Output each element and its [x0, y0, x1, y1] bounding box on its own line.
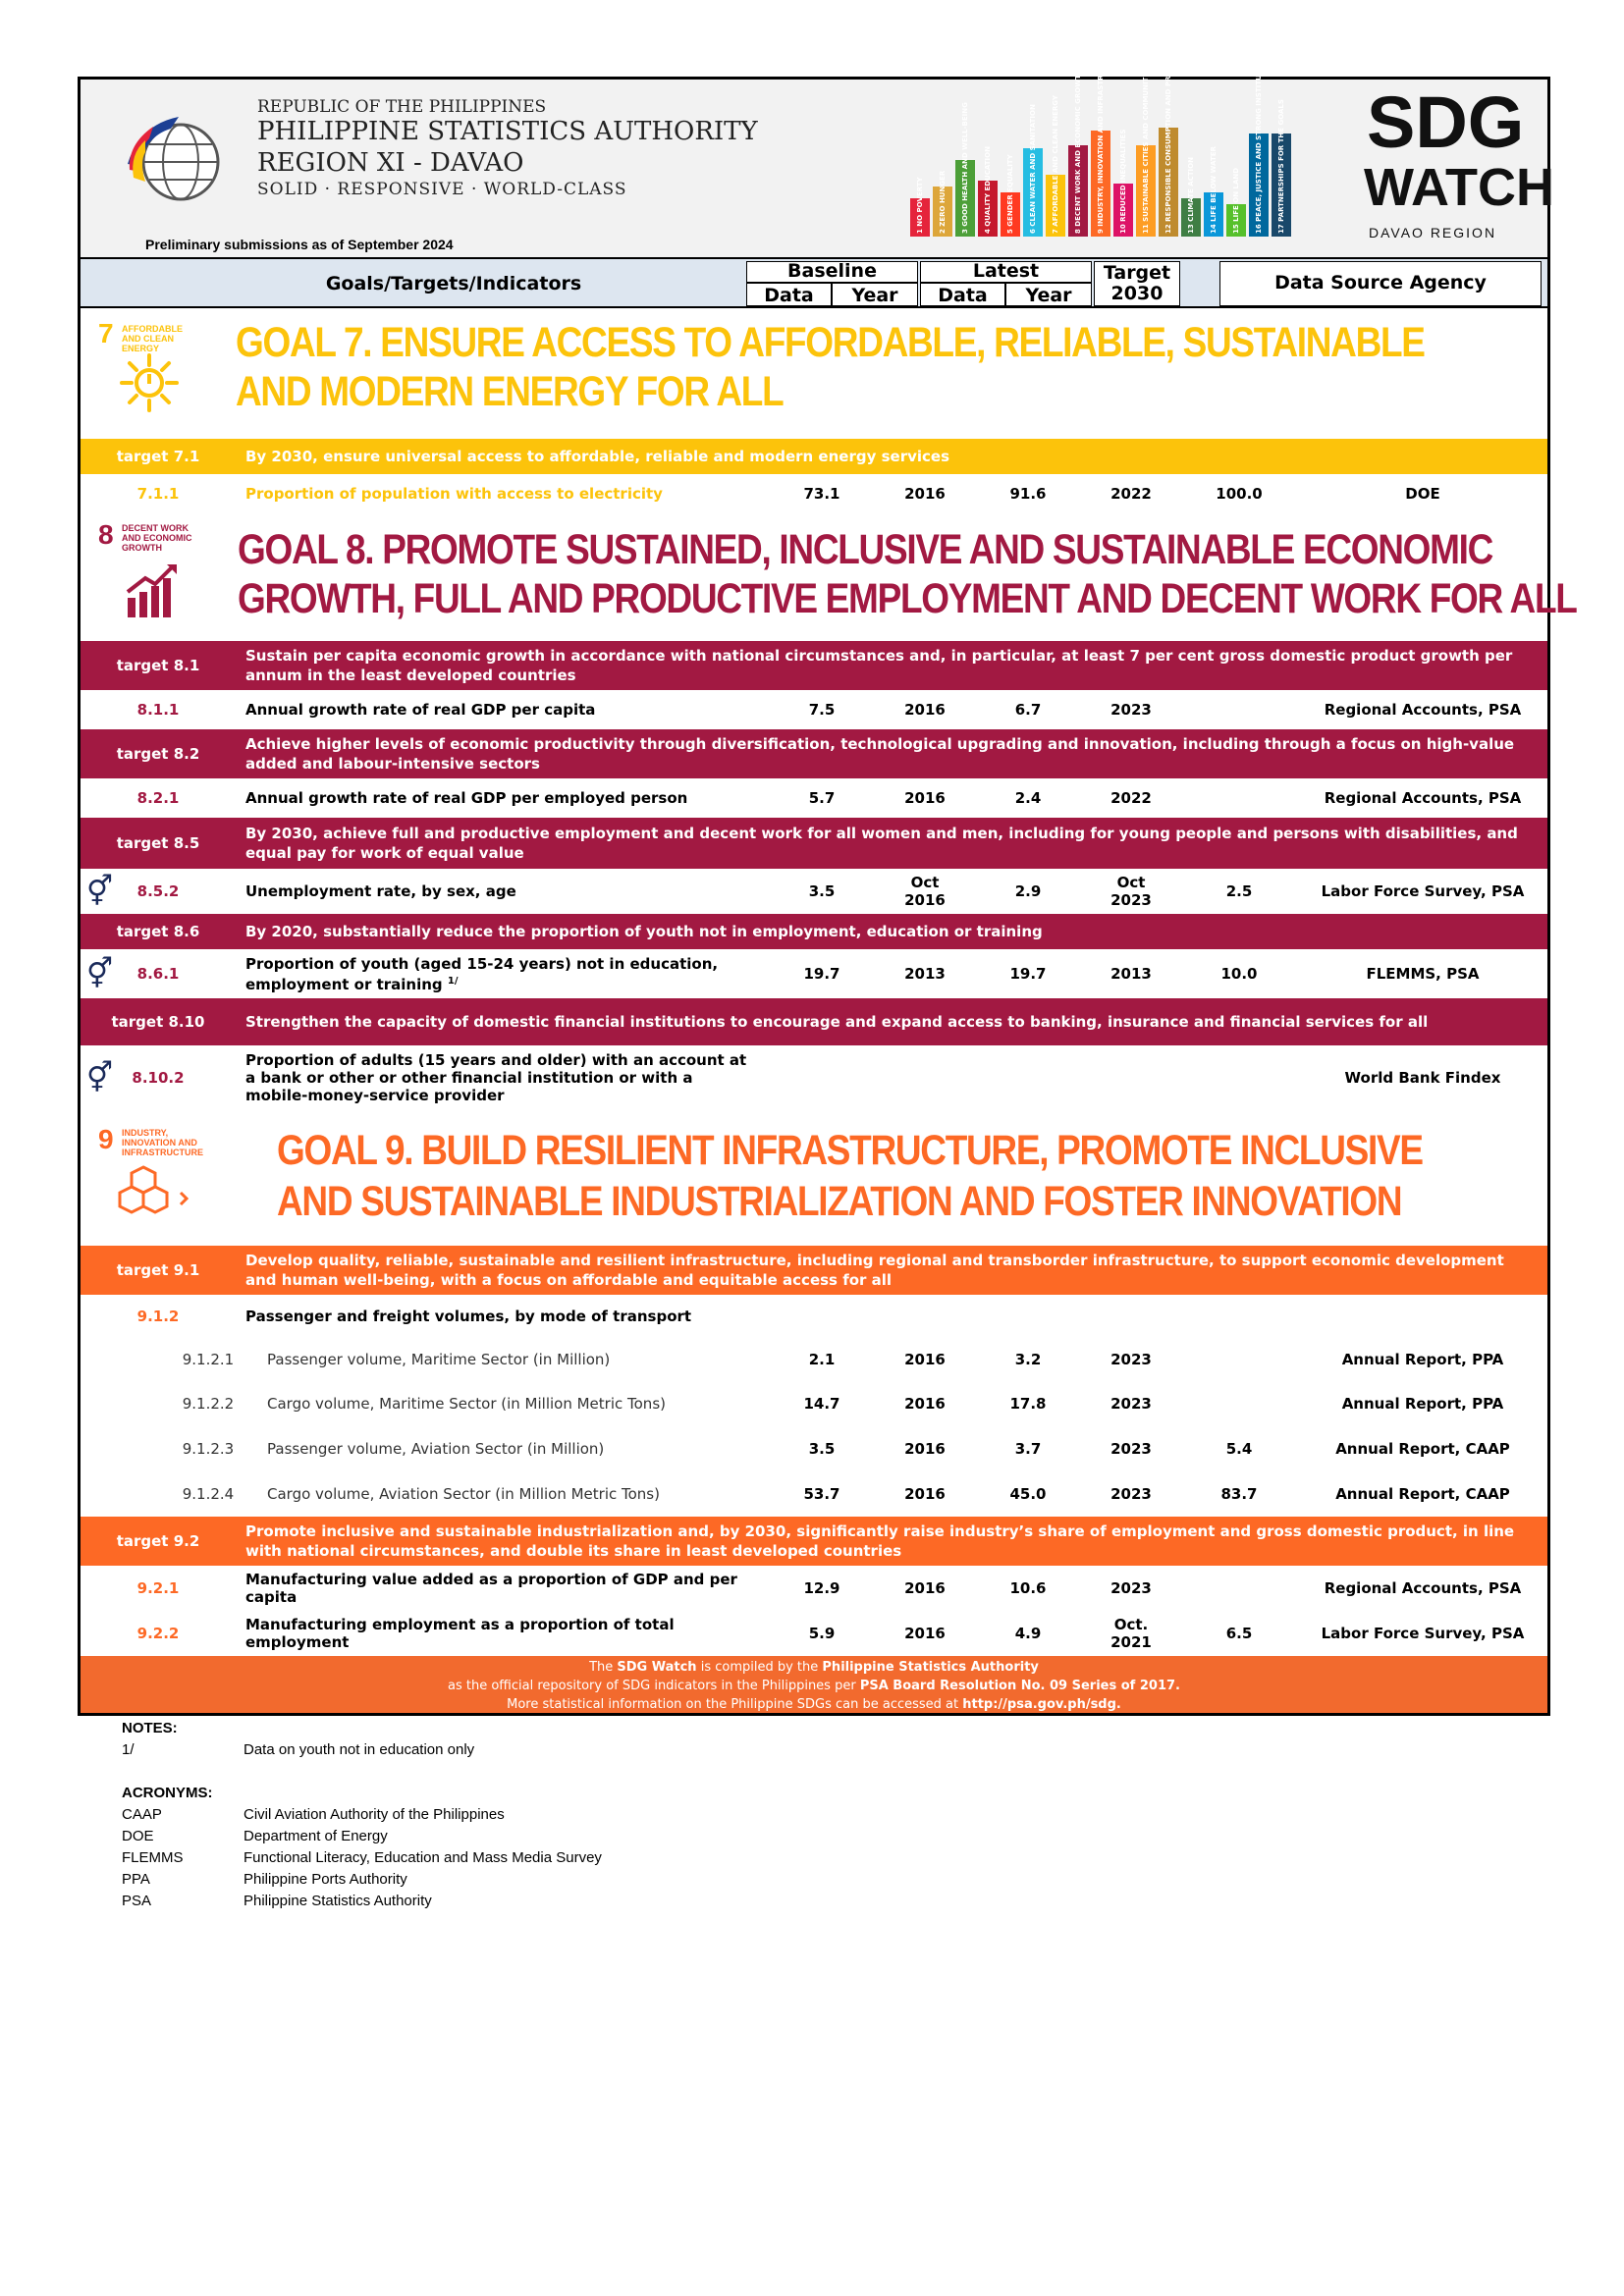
target-2030 [1180, 690, 1298, 729]
sdg-bar [1204, 146, 1223, 237]
data-source: Annual Report, CAAP [1335, 1440, 1510, 1458]
org-name: PHILIPPINE STATISTICS AUTHORITY [257, 117, 758, 146]
goal-8-title-line1: GOAL 8. PROMOTE SUSTAINED, INCLUSIVE AND SUSTAINABLE ECONOMIC [238, 526, 1493, 573]
indicator-code: 8.6.1 [136, 965, 180, 983]
org-region: REGION XI - DAVAO [257, 148, 524, 178]
target-description: Promote inclusive and sustainable industrialization and, by 2030, significantly raise industry’s share of employment and gross domestic product, in line with national circumstances, and double its share in least developed countries [245, 1522, 1515, 1560]
indicator-description: Passenger volume, Maritime Sector (in Million) [267, 1351, 611, 1368]
latest-data: 3.2 [1014, 1351, 1042, 1368]
goal-8-title-line2: GROWTH, FULL AND PRODUCTIVE EMPLOYMENT AND DECENT WORK FOR ALL [238, 575, 1577, 622]
footer-resolution: PSA Board Resolution No. 09 Series of 2017. [859, 1679, 1180, 1693]
target-8-1-row [81, 641, 1547, 691]
footnote-ref: 1/ [447, 976, 459, 987]
goal-8-tag: DECENT WORK AND ECONOMIC GROWTH [122, 523, 192, 553]
col-target-year: 2030 [1110, 283, 1164, 304]
goal-9-title-line1: GOAL 9. BUILD RESILIENT INFRASTRUCTURE, PROMOTE INCLUSIVE [277, 1127, 1423, 1174]
target-description: By 2030, ensure universal access to affordable, reliable and modern energy services [245, 448, 950, 465]
latest-year: Oct. 2021 [1110, 1616, 1152, 1651]
gender-icon: ⚥ [86, 1060, 114, 1095]
latest-data: 10.6 [1009, 1579, 1047, 1597]
col-target: Target [1103, 262, 1171, 284]
goal-9-tag: INDUSTRY, INNOVATION AND INFRASTRUCTURE [122, 1128, 203, 1157]
col-baseline-year: Year [851, 285, 898, 306]
target-2030: 10.0 [1220, 965, 1258, 983]
baseline-year: 2016 [904, 485, 946, 503]
indicator-description: Manufacturing employment as a proportion of total employment [245, 1616, 675, 1651]
sdg-bar-label: 11 SUSTAINABLE CITIES AND COMMUNITIES [1142, 65, 1150, 234]
data-source: FLEMMS, PSA [1366, 965, 1480, 983]
footer-sdg-watch: SDG Watch [617, 1660, 697, 1675]
col-latest-year: Year [1025, 285, 1072, 306]
acronym-item [122, 1828, 809, 1849]
latest-data: 3.7 [1014, 1440, 1042, 1458]
baseline-data: 53.7 [803, 1485, 840, 1503]
goal-7-banner [81, 308, 1547, 439]
indicator-8-5-2-row [81, 869, 1547, 916]
sdg-bar-label: 4 QUALITY EDUCATION [984, 146, 992, 234]
baseline-year: 2016 [904, 1625, 946, 1642]
data-source: DOE [1405, 485, 1440, 503]
indicator-code: 9.1.2.2 [182, 1395, 235, 1413]
baseline-year: 2016 [904, 1395, 946, 1413]
acronym-list [122, 1806, 809, 1914]
footer-psa: Philippine Statistics Authority [822, 1660, 1039, 1675]
indicator-8-2-1-row [81, 778, 1547, 820]
sdg-bar-label: 16 PEACE, JUSTICE AND STRONG INSTITUTIONS [1255, 51, 1263, 234]
latest-year: 2013 [1110, 965, 1152, 983]
latest-year: 2022 [1110, 485, 1152, 503]
target-9-2-row [81, 1517, 1547, 1567]
sdg-bar-label: 1 NO POVERTY [916, 177, 924, 234]
baseline-data: 12.9 [803, 1579, 840, 1597]
sheet-footer [81, 1656, 1547, 1713]
latest-data: 2.9 [1014, 882, 1042, 900]
target-label: target 7.1 [116, 448, 200, 465]
indicator-description: Annual growth rate of real GDP per employed person [245, 789, 688, 807]
note-1 [122, 1741, 809, 1763]
sdg-bar [1159, 34, 1178, 237]
target-label: target 8.1 [116, 657, 200, 674]
indicator-code: 8.5.2 [136, 882, 180, 900]
economic-growth-icon [124, 562, 181, 619]
indicator-description: Manufacturing value added as a proportion of GDP and per capita [245, 1571, 737, 1606]
latest-year: 2022 [1110, 789, 1152, 807]
target-description: Develop quality, reliable, sustainable and resilient infrastructure, including regional and transborder infrastructure, to support economic development and human well-being, with a focus on affordable and equitable access for all [245, 1252, 1504, 1289]
sdg-bar [933, 170, 952, 237]
target-description: By 2030, achieve full and productive employment and decent work for all women and men, including for young people and persons with disabilities, and equal pay for work of equal value [245, 825, 1518, 862]
footer-text: as the official repository of SDG indicators in the Philippines per [448, 1679, 860, 1693]
latest-year: 2023 [1110, 1351, 1152, 1368]
target-label: target 9.2 [116, 1532, 200, 1550]
indicator-code: 8.1.1 [136, 701, 180, 719]
note-key: 1/ [122, 1741, 135, 1758]
sdg-bar [1272, 99, 1291, 237]
acronym-key: PPA [122, 1871, 150, 1888]
sdg-bar-label: 9 INDUSTRY, INNOVATION AND INFRASTRUCTURE [1097, 44, 1105, 234]
acronym-key: CAAP [122, 1806, 162, 1823]
acronym-item [122, 1871, 809, 1893]
baseline-data: 19.7 [803, 965, 840, 983]
indicator-code: 9.2.1 [136, 1579, 180, 1597]
col-latest: Latest [972, 260, 1040, 282]
baseline-data: 3.5 [808, 1440, 836, 1458]
acronym-key: DOE [122, 1828, 154, 1844]
acronym-item [122, 1849, 809, 1871]
target-2030 [1180, 778, 1298, 818]
indicator-description: Passenger volume, Aviation Sector (in Million) [267, 1440, 605, 1458]
baseline-year: 2016 [904, 789, 946, 807]
sdg-bar [1181, 157, 1201, 237]
data-source: Annual Report, PPA [1341, 1395, 1504, 1413]
target-8-6-row [81, 914, 1547, 950]
baseline-year: 2016 [904, 1351, 946, 1368]
indicator-description: Passenger and freight volumes, by mode of transport [245, 1308, 692, 1325]
sdg-bar-label: 10 REDUCED INEQUALITIES [1119, 129, 1127, 234]
indicator-code: 9.1.2.4 [182, 1485, 235, 1503]
latest-year: 2023 [1110, 1579, 1152, 1597]
col-indicators: Goals/Targets/Indicators [325, 273, 582, 294]
sdg-bar [1091, 44, 1110, 237]
footer-link[interactable]: http://psa.gov.ph/sdg. [962, 1697, 1121, 1712]
sdg-bar-label: 17 PARTNERSHIPS FOR THE GOALS [1277, 99, 1285, 234]
indicator-description: Cargo volume, Maritime Sector (in Million Metric Tons) [267, 1395, 666, 1413]
footer-line-1 [81, 1658, 1547, 1677]
latest-year: 2023 [1110, 1395, 1152, 1413]
indicator-code: 9.1.2 [136, 1308, 180, 1325]
indicator-code: 9.2.2 [136, 1625, 180, 1642]
sdg-bar-label: 3 GOOD HEALTH AND WELL-BEING [961, 102, 969, 234]
notes-section [122, 1720, 809, 1914]
baseline-year: 2013 [904, 965, 946, 983]
latest-year: 2023 [1110, 1485, 1152, 1503]
psa-logo-icon [120, 105, 228, 213]
target-label: target 8.2 [116, 745, 200, 763]
sheet-header [81, 34, 1554, 259]
indicator-9-1-2-1-row [81, 1338, 1547, 1383]
acronym-item [122, 1893, 809, 1914]
goal-9-title-line2: AND SUSTAINABLE INDUSTRIALIZATION AND FOSTER INNOVATION [277, 1178, 1402, 1225]
notes-title: NOTES: [122, 1720, 178, 1736]
sdg-bar-label: 8 DECENT WORK AND ECONOMIC GROWTH [1074, 69, 1082, 234]
target-label: target 8.10 [111, 1013, 205, 1031]
data-source: Annual Report, CAAP [1335, 1485, 1510, 1503]
data-source: Regional Accounts, PSA [1324, 789, 1522, 807]
baseline-data: 73.1 [803, 485, 840, 503]
indicator-8-1-1-row [81, 690, 1547, 731]
goal-7-tag: AFFORDABLE AND CLEAN ENERGY [122, 324, 183, 353]
target-label: target 8.5 [116, 834, 200, 852]
data-source: Labor Force Survey, PSA [1321, 882, 1525, 900]
sdg-bar-label: 12 RESPONSIBLE CONSUMPTION AND PRODUCTION [1164, 34, 1172, 234]
goal-7-title-line2: AND MODERN ENERGY FOR ALL [236, 368, 784, 415]
baseline-year: Oct 2016 [904, 874, 946, 909]
acronym-value: Functional Literacy, Education and Mass Media Survey [244, 1849, 602, 1866]
footer-text: The [589, 1660, 618, 1675]
acronym-value: Philippine Statistics Authority [244, 1893, 432, 1909]
target-2030 [1180, 1381, 1298, 1426]
acronym-value: Philippine Ports Authority [244, 1871, 407, 1888]
sdg-bar-label: 14 LIFE BELOW WATER [1210, 146, 1218, 234]
indicator-description: Annual growth rate of real GDP per capita [245, 701, 596, 719]
watch-logo-word: WATCH [1364, 158, 1554, 217]
latest-year: 2023 [1110, 701, 1152, 719]
sdg-bar [1226, 167, 1246, 237]
target-2030: 5.4 [1225, 1440, 1253, 1458]
data-source: Annual Report, PPA [1341, 1351, 1504, 1368]
indicator-8-10-2-row [81, 1045, 1547, 1112]
goal-8-banner [81, 513, 1577, 641]
latest-data: 4.9 [1014, 1625, 1042, 1642]
indicator-description [245, 949, 756, 998]
baseline-data: 5.7 [808, 789, 836, 807]
sdg-bar [1113, 129, 1133, 237]
target-2030: 2.5 [1225, 882, 1253, 900]
acronym-key: PSA [122, 1893, 152, 1909]
gender-icon: ⚥ [86, 874, 114, 909]
target-2030 [1180, 1338, 1298, 1381]
sdg-bar-label: 7 AFFORDABLE AND CLEAN ENERGY [1052, 95, 1059, 234]
latest-year: 2023 [1110, 1440, 1152, 1458]
target-2030 [1180, 1566, 1298, 1611]
latest-data: 45.0 [1009, 1485, 1047, 1503]
sdg-bar-label: 5 GENDER EQUALITY [1006, 154, 1014, 234]
data-source: Labor Force Survey, PSA [1321, 1625, 1525, 1642]
indicator-9-1-2-row [81, 1295, 1547, 1340]
goal-8-number: 8 [98, 519, 114, 550]
goal-7-title-line1: GOAL 7. ENSURE ACCESS TO AFFORDABLE, RELIABLE, SUSTAINABLE [236, 319, 1425, 366]
baseline-year: 2016 [904, 1579, 946, 1597]
latest-data: 91.6 [1009, 485, 1047, 503]
target-label: target 8.6 [116, 923, 200, 940]
note-value: Data on youth not in education only [244, 1741, 475, 1758]
sdg-goal-bars [910, 34, 1313, 237]
target-description: Achieve higher levels of economic productivity through diversification, technological upgrading and innovation, including through a focus on high-value added and labour-intensive sectors [245, 735, 1515, 773]
col-latest-data: Data [938, 285, 988, 306]
sdg-bar [978, 146, 998, 237]
col-baseline: Baseline [787, 260, 877, 282]
baseline-data: 7.5 [808, 701, 836, 719]
baseline-data: 5.9 [808, 1625, 836, 1642]
sdg-watch-sheet [78, 34, 1577, 1716]
indicator-code: 8.2.1 [136, 789, 180, 807]
latest-data: 6.7 [1014, 701, 1042, 719]
baseline-year: 2016 [904, 1485, 946, 1503]
acronym-value: Department of Energy [244, 1828, 388, 1844]
org-tagline: SOLID · RESPONSIVE · WORLD-CLASS [257, 180, 627, 199]
indicator-9-2-2-row [81, 1611, 1547, 1658]
sdg-bar-label: 6 CLEAN WATER AND SANITATION [1029, 104, 1037, 234]
baseline-year: 2016 [904, 1440, 946, 1458]
indicator-description: Unemployment rate, by sex, age [245, 882, 516, 900]
sdg-bar [955, 102, 975, 237]
footer-text: is compiled by the [696, 1660, 823, 1675]
clean-energy-icon [120, 353, 179, 412]
footer-line-2 [81, 1677, 1547, 1695]
indicator-code: 9.1.2.1 [182, 1351, 235, 1368]
col-source: Data Source Agency [1274, 272, 1487, 294]
target-2030: 83.7 [1220, 1485, 1258, 1503]
indicator-description: Cargo volume, Aviation Sector (in Million Metric Tons) [267, 1485, 660, 1503]
baseline-year: 2016 [904, 701, 946, 719]
target-description: By 2020, substantially reduce the proportion of youth not in employment, education or training [245, 923, 1043, 940]
target-description: Sustain per capita economic growth in accordance with national circumstances and, in particular, at least 7 per cent gross domestic product growth per annum in the least developed countries [245, 647, 1513, 684]
baseline-data: 2.1 [808, 1351, 836, 1368]
acronym-key: FLEMMS [122, 1849, 184, 1866]
sdg-bar [1068, 69, 1088, 237]
sdg-bar [1001, 154, 1020, 237]
acronym-value: Civil Aviation Authority of the Philippines [244, 1806, 505, 1823]
col-baseline-data: Data [764, 285, 814, 306]
target-label: target 9.1 [116, 1261, 200, 1279]
target-description: Strengthen the capacity of domestic financial institutions to encourage and expand access to banking, insurance and financial services for all [245, 1013, 1429, 1031]
goal-7-number: 7 [98, 318, 114, 348]
latest-data: 17.8 [1009, 1395, 1047, 1413]
indicator-9-1-2-3-row [81, 1426, 1547, 1473]
footer-line-3 [81, 1695, 1547, 1714]
baseline-data: 14.7 [803, 1395, 840, 1413]
indicator-description: Proportion of population with access to electricity [245, 485, 663, 503]
target-9-1-row [81, 1246, 1547, 1296]
sdg-region-label: DAVAO REGION [1369, 225, 1497, 240]
sdg-bar [910, 177, 930, 237]
sdg-logo-word: SDG [1367, 81, 1525, 163]
sdg-bar-label: 2 ZERO HUNGER [939, 170, 947, 234]
latest-year: Oct 2023 [1110, 874, 1152, 909]
submission-note: Preliminary submissions as of September 2024 [145, 237, 454, 252]
target-2030: 6.5 [1225, 1625, 1253, 1642]
sdg-bar-label: 15 LIFE ON LAND [1232, 167, 1240, 234]
infrastructure-icon [116, 1163, 194, 1226]
target-8-10-row [81, 998, 1547, 1046]
target-8-2-row [81, 729, 1547, 779]
footer-text: More statistical information on the Philippine SDGs can be accessed at [507, 1697, 963, 1712]
indicator-8-6-1-row [81, 949, 1547, 1000]
target-8-5-row [81, 818, 1547, 870]
indicator-code: 8.10.2 [132, 1069, 185, 1087]
indicator-9-1-2-4-row [81, 1471, 1547, 1519]
sdg-bar-label: 13 CLIMATE ACTION [1187, 157, 1195, 234]
goal-9-number: 9 [98, 1124, 114, 1154]
acronyms-title: ACRONYMS: [122, 1785, 213, 1801]
latest-data: 2.4 [1014, 789, 1042, 807]
acronym-item [122, 1806, 809, 1828]
indicator-description: Proportion of adults (15 years and older) with an account at a bank or other or other financial institution or with a mobile-money-service provider [245, 1051, 747, 1104]
sdg-bar [1023, 104, 1043, 237]
baseline-data: 3.5 [808, 882, 836, 900]
indicator-7-1-1-row [81, 474, 1547, 515]
sdg-bar [1249, 51, 1269, 237]
column-headers [81, 259, 1547, 308]
indicator-code: 9.1.2.3 [182, 1440, 235, 1458]
indicator-description-text: Proportion of youth (aged 15-24 years) not in education, employment or training [245, 955, 719, 993]
indicator-code: 7.1.1 [136, 485, 180, 503]
latest-data: 19.7 [1009, 965, 1047, 983]
sdg-bar [1136, 65, 1156, 237]
target-2030: 100.0 [1216, 485, 1263, 503]
org-country: REPUBLIC OF THE PHILIPPINES [257, 97, 547, 117]
gender-icon: ⚥ [86, 956, 114, 991]
data-source: Regional Accounts, PSA [1324, 701, 1522, 719]
data-source: World Bank Findex [1344, 1069, 1501, 1087]
sdg-bar [1046, 95, 1065, 237]
target-7-1-row [81, 439, 1547, 475]
data-source: Regional Accounts, PSA [1324, 1579, 1522, 1597]
indicator-9-1-2-2-row [81, 1381, 1547, 1428]
indicator-9-2-1-row [81, 1566, 1547, 1613]
goal-9-banner [81, 1110, 1547, 1246]
